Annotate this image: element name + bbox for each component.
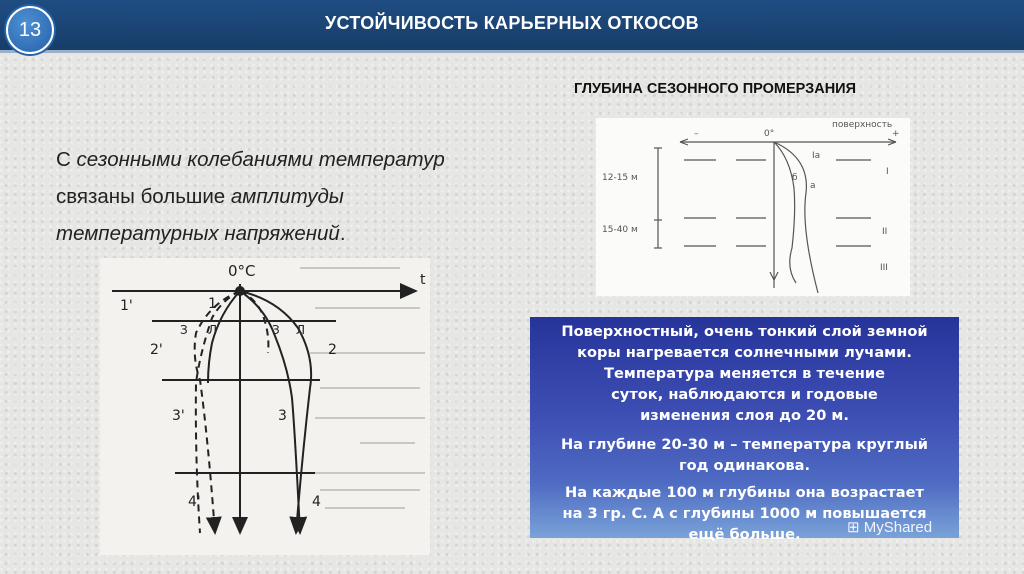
curve-a-label: а bbox=[810, 181, 816, 191]
origin-dot bbox=[235, 286, 245, 296]
depth-range-1: 12-15 м bbox=[602, 173, 638, 183]
freezing-depth-diagram bbox=[596, 118, 910, 296]
label-z-left: З bbox=[180, 323, 188, 337]
zone-1-label: I bbox=[886, 167, 889, 177]
zone-ia-label: Iа bbox=[812, 151, 821, 161]
curve-solid-outer-lower bbox=[296, 388, 310, 533]
info-line: год одинакова. bbox=[678, 457, 811, 474]
label-z-right: З bbox=[272, 323, 280, 337]
label-3-prime: 3' bbox=[172, 408, 185, 424]
label-l-right: Л bbox=[296, 323, 306, 337]
label-4: 4 bbox=[312, 494, 321, 510]
zero-degree-label: 0° bbox=[764, 129, 775, 139]
slide-header bbox=[0, 0, 1024, 53]
info-line: ещё больше. bbox=[688, 526, 801, 543]
label-3: 3 bbox=[278, 408, 287, 424]
curve-b bbox=[774, 142, 796, 283]
watermark-text: MyShared bbox=[863, 519, 933, 536]
plus-label: + bbox=[892, 129, 900, 139]
info-line: на 3 гр. С. А с глубины 1000 м повышается bbox=[562, 505, 927, 522]
watermark bbox=[847, 518, 932, 536]
intro-italic: температурных напряжений bbox=[56, 222, 340, 245]
minus-label: – bbox=[694, 129, 699, 139]
intro-italic: сезонными колебаниями температур bbox=[76, 148, 445, 171]
section-subtitle: ГЛУБИНА СЕЗОННОГО ПРОМЕРЗАНИЯ bbox=[574, 81, 857, 97]
zone-3-label: III bbox=[880, 263, 888, 273]
info-line: Температура меняется в течение bbox=[604, 365, 885, 382]
temperature-wave-diagram bbox=[100, 258, 430, 555]
label-2-prime: 2' bbox=[150, 342, 163, 358]
zero-celsius-label: 0°C bbox=[228, 262, 256, 280]
intro-period: . bbox=[339, 222, 346, 245]
watermark-icon: ⊞ bbox=[847, 519, 860, 536]
freezing-depth-figure bbox=[596, 118, 910, 296]
intro-text bbox=[56, 141, 556, 252]
label-4-prime: 4' bbox=[188, 494, 201, 510]
zone-2-label: II bbox=[882, 227, 888, 237]
info-line: суток, наблюдаются и годовые bbox=[611, 386, 878, 403]
info-line: изменения слоя до 20 м. bbox=[640, 407, 849, 424]
curve-a bbox=[774, 142, 821, 293]
info-line: Поверхностный, очень тонкий слой земной bbox=[561, 323, 928, 340]
slide-number-badge: 13 bbox=[6, 6, 54, 54]
slide-title: УСТОЙЧИВОСТЬ КАРЬЕРНЫХ ОТКОСОВ bbox=[325, 13, 699, 33]
depth-range-2: 15-40 м bbox=[602, 225, 638, 235]
temperature-wave-figure bbox=[100, 258, 430, 555]
intro-italic: амплитуды bbox=[230, 185, 344, 208]
curve-b-label: б bbox=[792, 173, 798, 183]
info-line: На каждые 100 м глубины она возрастает bbox=[565, 484, 924, 501]
intro-plain: связаны большие bbox=[56, 185, 226, 208]
label-1-prime: 1' bbox=[120, 298, 133, 314]
curve-solid-right bbox=[240, 291, 300, 533]
info-line: коры нагревается солнечными лучами. bbox=[577, 344, 912, 361]
surface-label: поверхность bbox=[832, 120, 893, 130]
info-box bbox=[530, 317, 959, 543]
label-l-left: Л bbox=[208, 323, 218, 337]
label-1: 1 bbox=[208, 296, 217, 312]
scan-noise bbox=[300, 268, 425, 508]
intro-word: С bbox=[56, 148, 71, 171]
info-line: На глубине 20-30 м – температура круглый bbox=[560, 436, 929, 453]
label-2: 2 bbox=[328, 342, 337, 358]
time-label: t bbox=[420, 272, 426, 288]
